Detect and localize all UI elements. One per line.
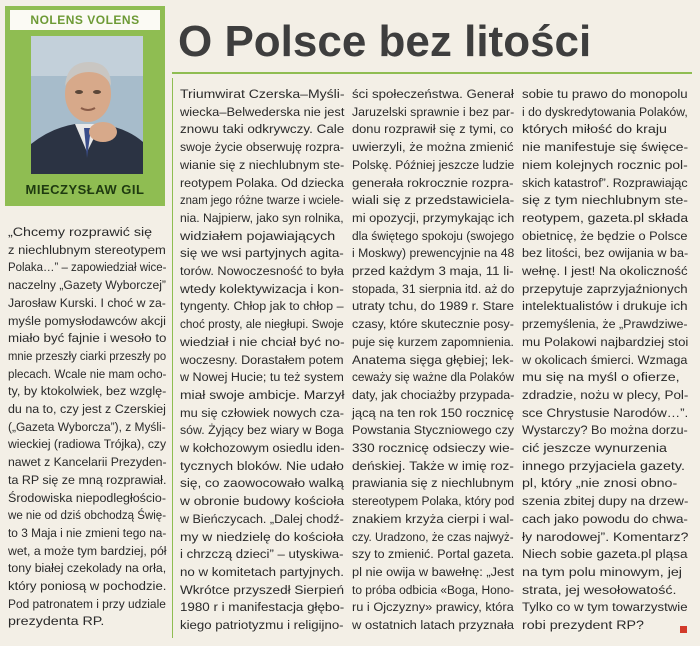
text-line: Jarosław Kurski. I choć w za- [8,295,166,310]
text-line: Wystarczy? Bo można dorzu- [522,423,688,438]
text-line: „Chcemy rozprawić się [8,225,153,239]
text-line: w okolicach śmierci. Wzmaga [522,352,688,367]
text-line: nia. Najpierw, jako syn rolnika, [180,210,344,225]
text-line: szenia zbitej dupy na drzew- [522,494,689,509]
text-line: obietnicę, że będzie o Polsce [522,228,688,243]
text-line: („Gazeta Wyborcza”), z Myśli- [8,419,166,434]
text-line: Wkrótce przyszedł Sierpień [180,582,345,597]
text-line: Tylko co w tym towarzystwie [522,600,688,615]
text-column-1 [8,224,182,631]
text-line: generała rokrocznie rozpra- [352,175,514,190]
text-line: czy. Uradzono, że czas najwyż- [352,529,514,544]
text-line: nie manifestuje się święce- [522,140,689,155]
text-line: widziałem pojawiających [180,228,336,243]
text-line: w kołchozowym osiedlu iden- [180,441,345,456]
text-line: prawiania się z niechlubnym [352,476,514,491]
text-line: w obronie budowy kościoła [180,494,345,509]
text-line: wet, a może tym bardziej, pół [8,543,167,558]
text-line: znam jego różne twarze i wciele- [180,193,344,208]
text-line: ru i Ojczyzny» prawicy, która [352,600,514,615]
text-line: wieckiej (radiowa Trójka), czy [8,437,167,452]
text-line: i do dyskredytowania Polaków, [522,104,688,119]
text-line: swoje życie obserwuję rozpra- [180,140,344,155]
text-line: w Nowej Hucie; tu też system [180,370,344,385]
text-line: skich katastrof”. Rozprawiając [522,175,688,190]
text-line: Niech sobie gazeta.pl pląsa [522,547,688,562]
text-line: reotypem Polaka. Od dziecka [180,175,344,190]
text-line: mu się na myśl o ofierze, [522,370,680,385]
text-line: pl, który „nie znosi obno- [522,476,678,491]
text-line: sów. Żyjący bez wiary w Boga [180,423,344,438]
text-line: deńskiej. Także w imię roz- [352,458,514,473]
text-line: tony białej czekolady na orła, [8,561,167,576]
text-line: 1980 r i manifestacja głębo- [180,600,345,615]
text-line: cach jako powodu do chwa- [522,511,688,526]
text-line: myśle pomysłodawców akcji [8,313,166,328]
text-line: 330 rocznicę odsieczy wie- [352,441,515,456]
text-column-2 [180,86,360,635]
title-rule [172,72,692,74]
text-line: naczelny „Gazety Wyborczej” [8,278,166,293]
text-line: woczesny. Dorastałem potem [180,352,344,367]
rubric-label: NOLENS VOLENS [10,10,160,30]
text-line: Polskę. Później jeszcze ludzie [352,157,515,172]
text-line: wiedział i nie chciał być no- [180,334,345,349]
article-end-mark [680,626,687,633]
text-line: ści społeczeństwa. Generał [352,87,514,101]
text-line: Powstania Styczniowego czy [352,423,515,438]
text-line: tycznych bloków. Nie udało [180,458,344,473]
text-line: reotypem, gazeta.pl składa [522,210,689,225]
text-line: wiecka–Belwederska nie jest [180,104,345,119]
column-divider [172,78,173,638]
text-line: nawet z Kancelarii Prezyden- [8,455,167,470]
text-line: choć prosty, ale niegłupi. Swoje [180,317,344,332]
column-header-box [5,6,165,206]
text-line: my w niedzielę do kościoła [180,529,344,544]
text-line: cić jeszcze wynurzenia [522,441,667,456]
text-line: przepytuje zaprzyjaźnionych [522,281,688,296]
text-line: wiali się z przedstawiciela- [352,193,515,208]
text-line: wełnę. I jest! Na okoliczność [522,264,688,279]
text-line: i Moskwy) prewencyjnie na 48 [352,246,515,261]
text-line: przemyślenia, że „Prawdziwe- [522,317,688,332]
text-line: prezydenta RP. [8,614,105,629]
text-line: się, co zaowocowało walką [180,476,344,491]
text-line: w Bieńczycach. „Dalej chodź- [180,511,344,526]
text-line: intelektualistów i drukuje ich [522,299,688,314]
text-line: to 3 Maja i nie zmieni tego na- [8,525,167,540]
text-line: których miłość do kraju [522,122,667,137]
text-line: sobie tu prawo do monopolu [522,87,688,101]
text-line: daty, jak chociażby przypada- [352,387,515,402]
text-line: mi opozycji, przymykając ich [352,210,515,225]
text-line: się we wsi partyjnych agita- [180,246,344,261]
text-line: który poniosą w pochodzie. [8,579,167,594]
text-line: utraty tchu, do 1989 r. Stare [352,299,514,314]
text-line: zdradzie, nożu w plecy, Pol- [522,387,689,402]
text-line: innego przyjaciela gazety. [522,458,685,473]
text-line: znakiem krzyża cierpi i wal- [352,511,514,526]
text-line: donu rozprawił się z tymi, co [352,122,514,137]
text-line: dla świętego spokoju (swojego [352,228,515,243]
text-line: stereotypem Polaka, który pod [352,494,515,509]
text-line: się z tym niechlubnym ste- [522,193,688,208]
text-line: ty, by ktokolwiek, bez wzglę- [8,384,167,399]
text-line: mu się człowiek nowych cza- [180,405,345,420]
text-line: tyngenty. Chłop jak to chłop – [180,299,344,314]
text-column-3 [352,86,525,635]
text-line: Jaruzelski sprawnie i bez par- [352,104,515,119]
text-line: ceważy się ważne dla Polaków [352,370,515,385]
text-line: mu Polakowi najbardziej stoi [522,334,689,349]
text-line: mnie przeszły ciarki przeszły po [8,348,167,363]
text-line: przed każdym 3 maja, 11 li- [352,264,514,279]
text-line: znowu taki odkrywczy. Cale [180,122,345,137]
text-line: w ostatnich latach przyznała [352,618,514,633]
text-line: czasy, które skutecznie posy- [352,317,514,332]
text-line: to próba odbicia «Boga, Hono- [352,582,515,597]
author-photo [31,36,143,174]
author-portrait-image [31,36,143,174]
text-line: puje się kurzem zapomnienia. [352,334,514,349]
text-line: strata, jej wesołowatość. [522,582,677,597]
text-line: Pod patronatem i przy udziale [8,596,166,611]
text-line: robi prezydent RP? [522,618,644,633]
text-line: uwierzyli, że można zmienić [352,140,514,155]
text-line: Środowiska niepodległościo- [8,490,166,505]
text-line: ta RP się ze mną rozprawiał. [8,472,167,487]
text-column-4 [522,86,691,635]
text-line: stopada, 31 sierpnia itd. aż do [352,281,515,296]
text-line: Anatema sięga głębiej; lek- [352,352,514,367]
text-line: z niechlubnym stereotypem [8,242,166,257]
text-line: niem kolejnych rocznic pol- [522,157,688,172]
text-line: miało być fajnie i wesoło to [8,331,167,346]
text-line: i chrzczą dzieci” – utyskiwa- [180,547,344,562]
text-line: we nie od dziś obchodzą Świę- [8,508,167,523]
text-line: ły narodowej”. Komentarz? [522,529,689,544]
text-line: sce Chrystusie Narodów…”. [522,405,689,420]
text-line: du na to, czy jest z Czerskiej [8,402,166,417]
text-line: szy to zmienić. Portal gazeta. [352,547,515,562]
article-title: O Polsce bez litości [178,17,592,66]
text-line: miał swoje ambicje. Marzył [180,387,345,402]
text-line: Polaka…” – zapowiedział wice- [8,260,167,275]
text-line: no w komitetach partyjnych. [180,564,344,579]
text-line: na tym polu minowym, jej [522,564,682,579]
text-line: torów. Nowoczesność to była [180,264,344,279]
text-line: bez litości, bez owijania w ba- [522,246,689,261]
text-line: pl nie owija w bawełnę: „Jest [352,564,515,579]
text-line: plecach. Wcale nie mam ocho- [8,366,167,381]
author-name: MIECZYSŁAW GIL [25,182,145,197]
text-line: Triumwirat Czerska–Myśli- [180,87,345,101]
text-line: jącą na ten rok 150 rocznicę [352,405,514,420]
text-line: wtedy kolektywizacja i kon- [180,281,344,296]
text-line: wianie się z niechlubnym ste- [180,157,345,172]
text-line: kiego patriotyzmu i religijno- [180,618,344,633]
